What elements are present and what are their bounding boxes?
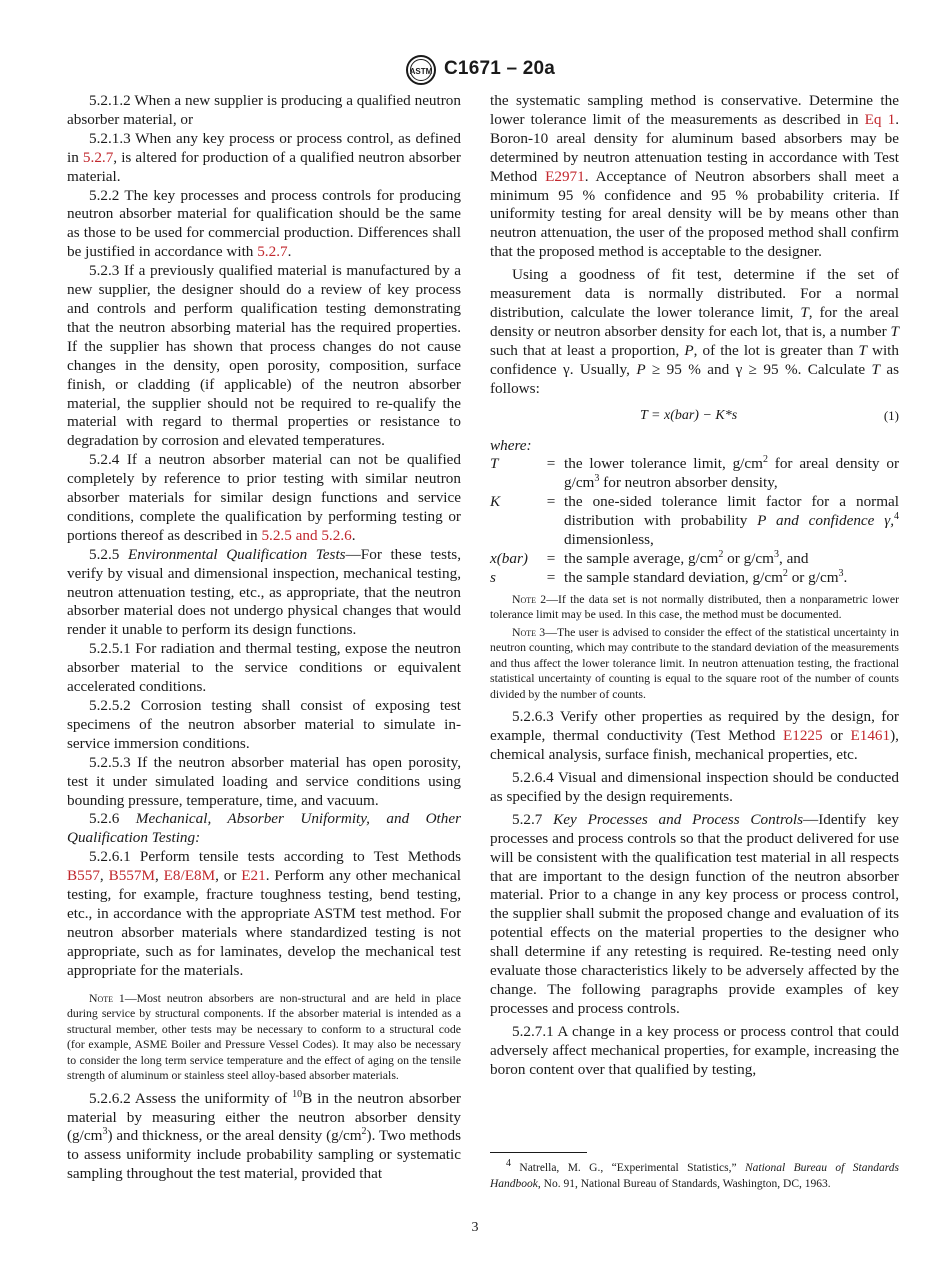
link-eq-1[interactable]: Eq 1 — [864, 110, 896, 128]
link-5-2-7-b[interactable]: 5.2.7 — [257, 243, 288, 261]
link-e1461[interactable]: E1461 — [850, 727, 891, 745]
note-3: Note 3—The user is advised to consider the effect of the statistical uncertainty in neutron counting, which may contribute to the standard deviation of the measurements and thus affect the lower tolerance limit. In neutron attenuation testing, the fractional statistical uncertainty of counting is equal to the square root of the number of counts divided by the number of counts. — [490, 624, 899, 701]
link-5-2-7[interactable]: 5.2.7 — [82, 148, 114, 166]
note-2: Note 2—If the data set is not normally distributed, then a nonparametric lower tolerance limit may be used. In this case, the method must be documented. — [490, 591, 900, 622]
para-continued: the systematic sampling method is conservative. Determine the lower tolerance limit of the measurements as described in Eq 1. Boron-10 areal density for aluminum based absorbers may be determined by neutron attenuation testing in accordance with Test Method E2971. Acceptance of Neutron absorbers shall meet a minimum 95 % confidence and 95 % probability criteria. If uniformity testing for areal density will be by means other than neutron attenuation, the user of the proposed method shall confirm that the proposed method is acceptable to the designer. — [490, 92, 899, 261]
para-5-2-7-1: 5.2.7.1 A change in a key process or process control that could adversely affect mechanical properties, for example, increasing the boron content over that qualified by testing, — [490, 1022, 899, 1078]
link-e21[interactable]: E21 — [241, 867, 266, 885]
para-5-2-1-3: 5.2.1.3 When any key process or process control, as defined in 5.2.7, is altered for production of a qualified neutron absorber material. — [67, 129, 461, 185]
para-5-2-6: 5.2.6 Mechanical, Absorber Uniformity, and Other Qualification Testing: — [67, 810, 462, 847]
where-label: where: — [490, 436, 532, 454]
para-5-2-5-3: 5.2.5.3 If the neutron absorber material has open porosity, test it under simulated loading and service conditions using bounding pressure, temperature, time, and vacuum. — [67, 753, 461, 809]
link-e2971[interactable]: E2971 — [545, 167, 585, 185]
para-5-2-1-2: 5.2.1.2 When a new supplier is producing a qualified neutron absorber material, or — [67, 92, 461, 128]
left-column — [67, 92, 461, 1184]
para-5-2-7: 5.2.7 Key Processes and Process Controls—Identify key processes and process controls so that the product delivered for use will be consistent with the qualification test material in all respects that are important to the design function of the neutron absorber material. Prior to a change in any key process or process control, the supplier shall submit the proposed change and evaluation of its potential effects on the material properties to the designer who shall determine if any retesting is required. Re-testing need only evaluate those characteristics likely to be adversely affected by the change. The following paragraphs provide examples of key processes and process controls. — [490, 810, 899, 1017]
para-5-2-6-2: 5.2.6.2 Assess the uniformity of $^{10}$B in the neutron absorber material by measuring either the neutron absorber density $(g/cm^3)$ and thickness, or the areal density $(g/cm^2)$. Two methods to assess uniformity include probability sampling or systematic sampling throughout the test material, provided that — [67, 1088, 462, 1183]
link-b557m[interactable]: B557M — [108, 867, 155, 885]
note-1: Note 1—Most neutron absorbers are non-structural and are held in place during service by structural components. If the absorber material is intended as a structural member, other tests may be necessary to conform to a structural code (for example, ASME Boiler and Pressure Vessel Codes). It may also be necessary to consider the long term service temperature and the effect of aging on the tensile strength of aluminum or stainless steel alloy-based absorber materials. — [67, 990, 462, 1083]
definition-row: x(bar) = the sample average, $g/cm^2$ or $g/cm^3$, and — [490, 548, 809, 567]
definition-row: K = the one-sided tolerance limit factor for a normal distribution with probability P and confidence γ,$^4$ dimensionless, — [490, 493, 899, 549]
para-5-2-4: 5.2.4 If a neutron absorber material can not be qualified completely by reference to prior testing with similar neutron absorber materials for similar design functions and service conditions, complete the qualification by performing testing or portions thereof as described in 5.2.5 and 5.2.6. — [67, 451, 461, 544]
definitions-table — [490, 455, 899, 587]
svg-text:ASTM: ASTM — [409, 67, 433, 76]
para-5-2-6-1: 5.2.6.1 Perform tensile tests according to Test Methods B557, B557M, E8/E8M, or E21. Perform any other mechanical testing, for example, fracture toughness testing, bend testing, etc., in accordance with the appropriate ASTM test method. For neutron absorber materials where standardized testing is not appropriate, such as for laminates, develop the mechanical test appropriate for the materials. — [67, 848, 462, 979]
para-5-2-5-1: 5.2.5.1 For radiation and thermal testing, expose the neutron absorber material to the service conditions or equivalent accelerated conditions. — [67, 640, 461, 696]
link-e8-e8m[interactable]: E8/E8M — [163, 867, 216, 885]
para-goodness-of-fit: Using a goodness of fit test, determine if the set of measurement data is normally distributed. For a normal distribution, calculate the lower tolerance limit, T, for the areal density or neutron absorber density for each lot, that is, a number T such that at least a proportion, P, of the lot is greater than T with confidence γ. Usually, P ≥ 95 % and γ ≥ 95 %. Calculate T as follows: — [490, 266, 899, 397]
link-b557[interactable]: B557 — [67, 867, 100, 885]
para-5-2-5-2: 5.2.5.2 Corrosion testing shall consist of exposing test specimens of the neutron absorber material to simulate in-service immersion conditions. — [67, 697, 461, 752]
astm-logo — [404, 54, 438, 86]
footnote-rule — [490, 1152, 587, 1153]
para-5-2-3: 5.2.3 If a previously qualified material is manufactured by a new supplier, the designer should do a review of key process and controls and perform qualification testing demonstrating that the neutron absorbing material has the required properties. If the supplier has shown that process changes do not cause changes in the density, open porosity, composition, surface finish, or cladding (if applicable) of the neutron absorber material, the supplier should not be required to re-qualify the material with regard to thermal properties or resistance to degradation by corrosion and elevated temperatures. — [67, 262, 461, 450]
definition-row: T = the lower tolerance limit, $g/cm^2$ for areal density or $g/cm^3$ for neutron absorber density, — [490, 454, 899, 492]
para-5-2-6-4: 5.2.6.4 Visual and dimensional inspection should be conducted as specified by the design requirements. — [490, 768, 899, 805]
equation-1 — [490, 405, 899, 431]
link-5-2-5-and-5-2-6[interactable]: 5.2.5 and 5.2.6 — [261, 526, 352, 544]
standard-designation: C1671 – 20a — [444, 58, 556, 79]
definition-row: s = the sample standard deviation, $g/cm^2$ or $g/cm^3$. — [490, 567, 848, 586]
footnote-4: $^4$ Natrella, M. G., “Experimental Statistics,” National Bureau of Standards Handbook, No. 91, National Bureau of Standards, Washington, DC, 1963. — [490, 1158, 899, 1190]
link-e1225[interactable]: E1225 — [782, 727, 823, 745]
page-number: 3 — [471, 1220, 479, 1235]
equation-number: (1) — [883, 407, 899, 423]
equation-expression: T = x(bar) − K*s — [640, 407, 738, 423]
right-column — [490, 92, 899, 1079]
para-5-2-5: 5.2.5 Environmental Qualification Tests—For these tests, verify by visual and dimensional inspection, mechanical testing, neutron attenuation testing, etc., as appropriate, that the neutron absorber material does not undergo physical changes that would render it unable to perform its design functions. — [67, 545, 462, 639]
para-5-2-2: 5.2.2 The key processes and process controls for producing neutron absorber material for qualification should be the same as those to be used for commercial production. Differences shall be justified in accordance with 5.2.7. — [67, 186, 461, 261]
para-5-2-6-3: 5.2.6.3 Verify other properties as required by the design, for example, thermal conductivity (Test Method E1225 or E1461), chemical analysis, surface finish, mechanical properties, etc. — [490, 708, 899, 764]
